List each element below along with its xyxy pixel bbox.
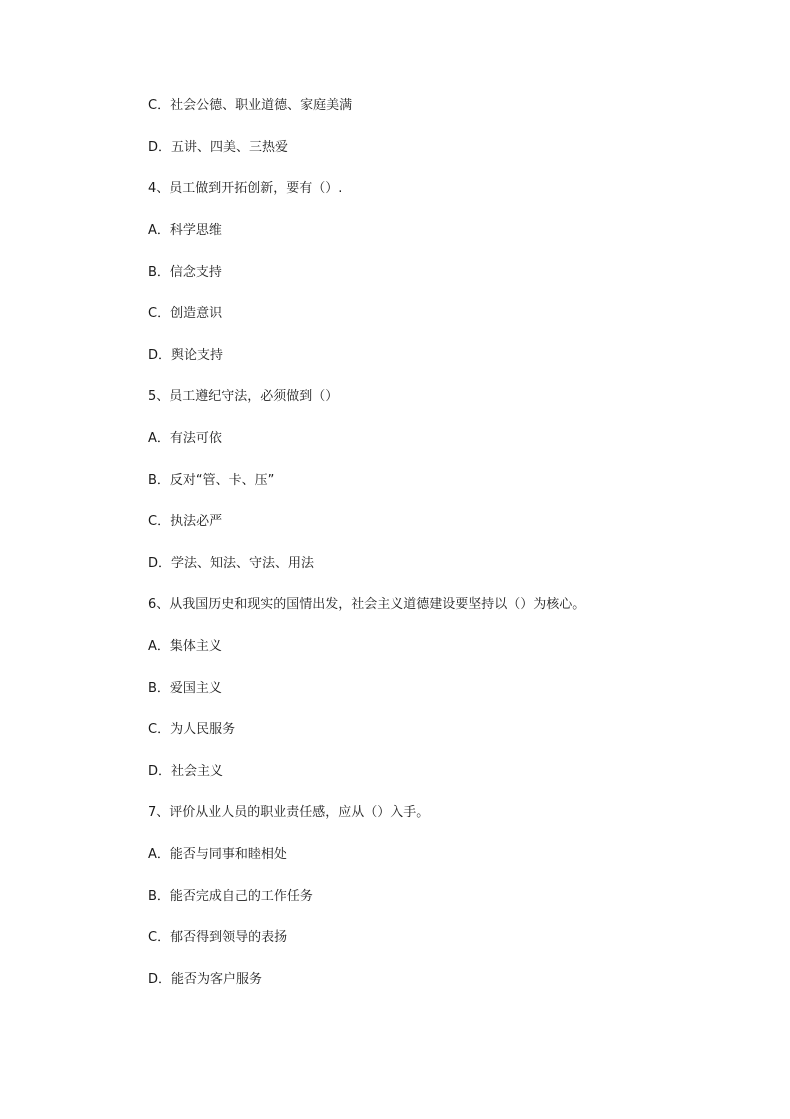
option-c-q4: C．创造意识 <box>148 306 223 321</box>
question-7: 7、评价从业人员的职业责任感，应从（）入手。 <box>148 805 430 820</box>
question-6: 6、从我国历史和现实的国情出发，社会主义道德建设要坚持以（）为核心。 <box>148 597 586 612</box>
option-a-q6: A．集体主义 <box>148 639 222 654</box>
option-d-q7: D．能否为客户服务 <box>148 972 263 987</box>
option-a-q7: A．能否与同事和睦相处 <box>148 847 287 862</box>
option-c-q5: C．执法必严 <box>148 514 223 529</box>
option-d-q5: D．学法、知法、守法、用法 <box>148 556 315 571</box>
question-5: 5、员工遵纪守法，必须做到（） <box>148 389 339 404</box>
option-b-q4: B．信念支持 <box>148 265 222 280</box>
option-c-q3: C．社会公德、职业道德、家庭美满 <box>148 98 353 113</box>
option-b-q5: B．反对“管、卡、压” <box>148 473 275 488</box>
option-d-q4: D．舆论支持 <box>148 348 224 363</box>
option-d-q3: D．五讲、四美、三热爱 <box>148 140 289 155</box>
option-c-q7: C．郁否得到领导的表扬 <box>148 930 288 945</box>
option-b-q7: B．能否完成自己的工作任务 <box>148 889 313 904</box>
option-c-q6: C．为人民服务 <box>148 722 236 737</box>
option-a-q5: A．有法可依 <box>148 431 222 446</box>
option-b-q6: B．爱国主义 <box>148 681 222 696</box>
question-4: 4、员工做到开拓创新，要有（）. <box>148 181 343 196</box>
option-a-q4: A．科学思维 <box>148 223 222 238</box>
option-d-q6: D．社会主义 <box>148 764 224 779</box>
